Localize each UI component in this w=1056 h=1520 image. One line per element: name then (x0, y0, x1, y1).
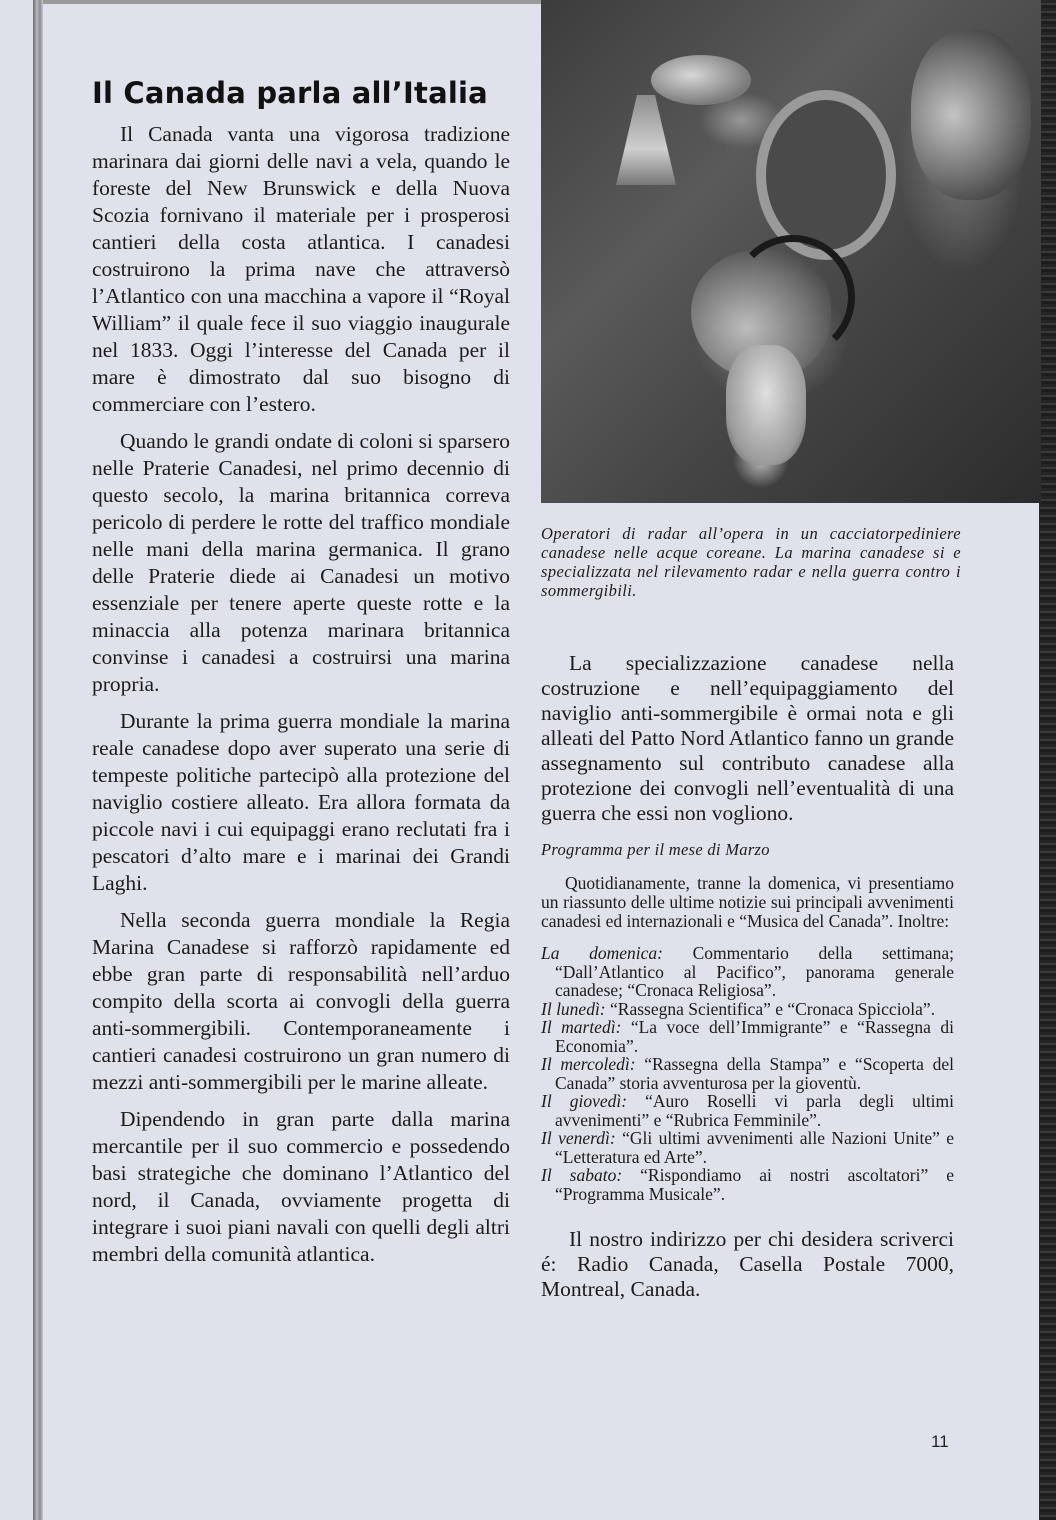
article-paragraph-4: Nella seconda guerra mondiale la Regia Marina Canadese si rafforzò rapidamente ed ebbe gran parte di responsabilità nell’arduo compito della scorta ai convogli della guerra anti-sommergibili. Contemporaneamente i cantieri canadesi costruirono un gran numero di mezzi anti-sommergibili per le marine alleate. (92, 908, 510, 1094)
previous-page-edge (0, 0, 34, 1520)
program-schedule (541, 944, 954, 1203)
photo-detail-hand (726, 345, 806, 465)
schedule-day: Il sabato: (541, 1165, 623, 1185)
right-column (541, 651, 954, 1302)
photo-detail-dish (651, 55, 751, 105)
schedule-day: Il martedì: (541, 1017, 622, 1037)
article-paragraph-5: Dipendendo in gran parte dalla marina mercantile per il suo commercio e possedendo basi strategiche che dominano l’Atlantico del nord, il Canada, ovviamente progetta di integrare i suoi piani navali con quelli degli altri membri della comunità atlantica. (92, 1107, 510, 1266)
schedule-text: “Gli ultimi avvenimenti alle Nazioni Unite” e “Letteratura ed Arte”. (555, 1128, 955, 1167)
schedule-text: “Rispondiamo ai nostri ascoltatori” e “Programma Musicale”. (555, 1165, 954, 1204)
article-paragraph-3: Durante la prima guerra mondiale la marina reale canadese dopo aver superato una serie di tempeste politiche partecipò alla protezione del naviglio costiere alleato. Era allora formata da piccole navi i cui equipaggi erano reclutati fra i pescatori d’alto mare e i marinai dei Grandi Laghi. (92, 709, 510, 895)
program-title: Programma per il mese di Marzo (541, 840, 770, 859)
schedule-item-saturday (541, 1166, 954, 1203)
schedule-item-monday (541, 1000, 954, 1019)
photo-detail-lamp (616, 95, 676, 185)
scan-background-edge (1040, 0, 1056, 1520)
article-title: Il Canada parla all’Italia (92, 76, 488, 110)
schedule-day: La domenica: (541, 943, 663, 963)
schedule-text: “Rassegna Scientifica” e “Cronaca Spicciola”. (610, 998, 936, 1019)
photo-caption: Operatori di radar all’opera in un cacciatorpediniere canadese nelle acque coreane. La marina canadese si e specializzata nel rilevamento radar e nella guerra contro i sommergibili. (541, 524, 961, 600)
schedule-item-thursday (541, 1092, 954, 1129)
schedule-day: Il lunedì: (541, 998, 606, 1019)
right-paragraph: La specializzazione canadese nella costruzione e nell’equipaggiamento del naviglio anti-sommergibile è ormai nota e gli alleati del Patto Nord Atlantico fanno un grande assegnamento sul contributo canadese alla protezione dei convogli nell’eventualità di una guerra che essi non vogliono. (541, 651, 954, 825)
schedule-day: Il venerdì: (541, 1128, 616, 1148)
article-paragraph-1: Il Canada vanta una vigorosa tradizione marinara dai giorni delle navi a vela, quando le foreste del New Brunswick e della Nuova Scozia fornivano il materiale per i prosperosi cantieri della costa atlantica. I canadesi costruirono la prima nave che attraversò l’Atlantico con una macchina a vapore il “Royal William” il quale fece il suo viaggio inaugurale nel 1833. Oggi l’interesse del Canada per il mare è dimostrato dal suo bisogno di commerciare con l’estero. (92, 122, 510, 416)
schedule-day: Il mercoledì: (541, 1054, 636, 1074)
photo-detail-bearded-operator (911, 30, 1031, 200)
schedule-item-sunday (541, 944, 954, 1000)
left-column (92, 121, 510, 1278)
schedule-day: Il giovedì: (541, 1091, 628, 1111)
contact-address: Il nostro indirizzo per chi desidera scriverci é: Radio Canada, Casella Postale 7000, Montreal, Canada. (541, 1227, 954, 1301)
book-binding (33, 0, 43, 1520)
photo-detail-headset (731, 235, 855, 359)
article-paragraph-2: Quando le grandi ondate di coloni si sparsero nelle Praterie Canadesi, nel primo decennio di questo secolo, la marina britannica correva pericolo di perdere le rotte del traffico mondiale nelle mani della marina germanica. Il grano delle Praterie diede ai Canadesi un motivo essenziale per tenere aperte queste rotte e la minaccia alla potenza marinara britannica convinse i canadesi a costruirsi una marina propria. (92, 429, 510, 696)
schedule-text: “Rassegna della Stampa” e “Scoperta del Canada” storia avventurosa per la gioventù. (555, 1054, 955, 1093)
schedule-text: Commentario della settimana; “Dall’Atlantico al Pacifico”, panorama generale canadese; “Cronaca Religiosa”. (555, 943, 954, 1000)
radar-operators-photo (541, 0, 1041, 503)
schedule-item-wednesday (541, 1055, 954, 1092)
page-number: 11 (931, 1432, 949, 1451)
schedule-item-friday (541, 1129, 954, 1166)
photo-detail-radar-screen (756, 90, 896, 260)
schedule-text: “La voce dell’Immigrante” e “Rassegna di Economia”. (555, 1017, 954, 1056)
schedule-text: “Auro Roselli vi parla degli ultimi avvenimenti” e “Rubrica Femminile”. (555, 1091, 954, 1130)
program-intro: Quotidianamente, tranne la domenica, vi presentiamo un riassunto delle ultime notizie sui principali avvenimenti canadesi ed internazionali e “Musica del Canada”. Inoltre: (541, 873, 954, 931)
schedule-item-tuesday (541, 1018, 954, 1055)
